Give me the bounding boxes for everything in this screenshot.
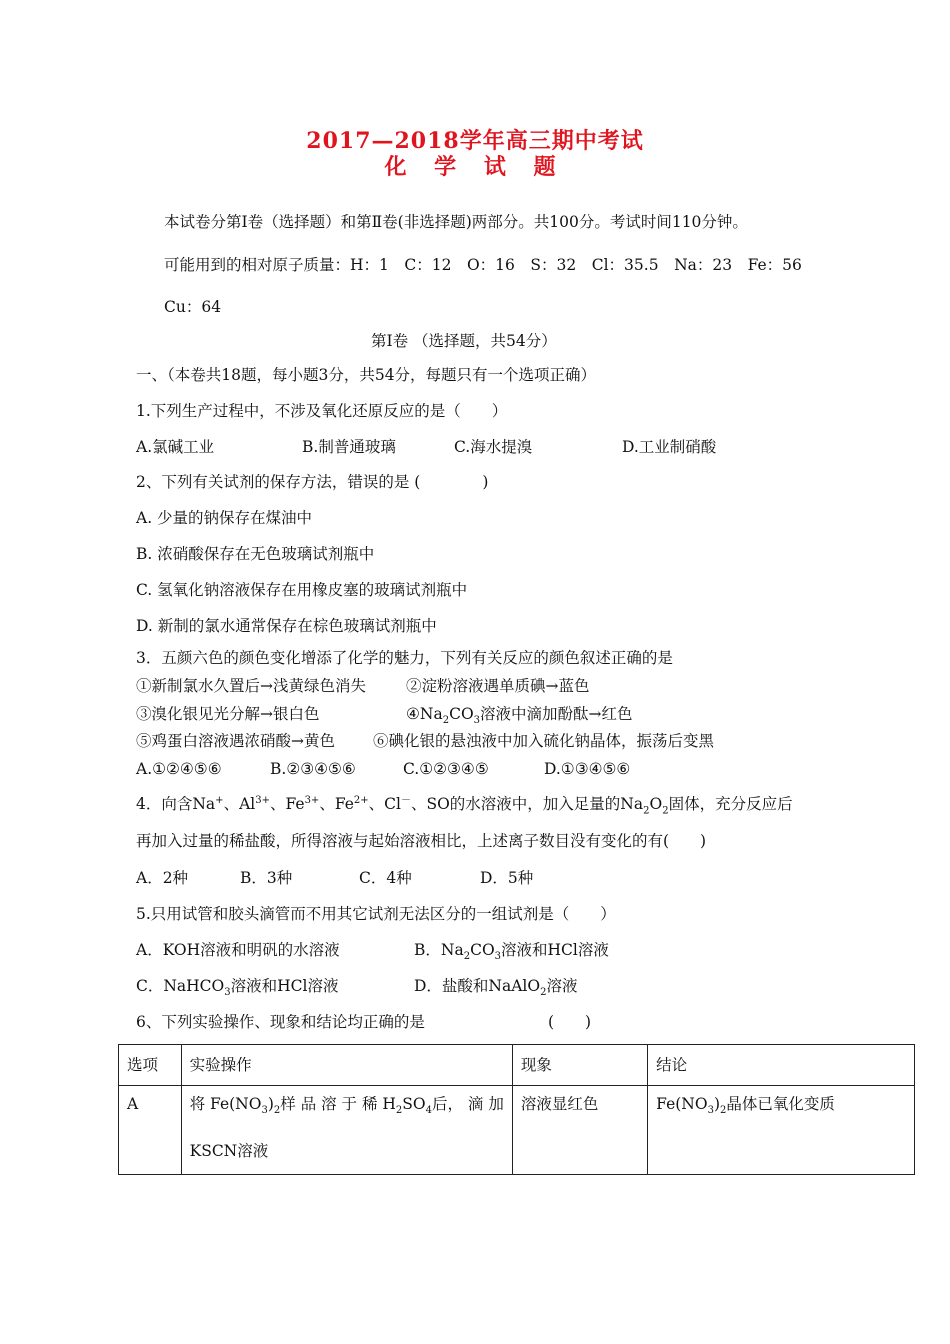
- table-row: [119, 1086, 915, 1175]
- q3-option-c: C.①②③④⑤: [403, 760, 489, 778]
- q3-item-1: ①新制氯水久置后→浅黄绿色消失: [136, 677, 366, 695]
- q4-stem-line-2: 再加入过量的稀盐酸，所得溶液与起始溶液相比，上述离子数目没有变化的有( ): [136, 832, 707, 850]
- header-option: 选项: [119, 1045, 182, 1086]
- part1-instruction: 一、（本卷共18题，每小题3分，共54分，每题只有一个选项正确）: [136, 366, 597, 384]
- q3-option-d: D.①③④⑤⑥: [544, 760, 631, 778]
- intro-line-2: 可能用到的相对原子质量：H：1 C：12 O：16 S：32 Cl：35.5 Na：23 Fe：56: [164, 256, 802, 274]
- row-a-phenomenon: 溶液显红色: [512, 1086, 647, 1175]
- q4-option-d: D．5种: [480, 869, 534, 887]
- q4-option-a: A．2种: [136, 869, 189, 887]
- intro-line-1: 本试卷分第Ⅰ卷（选择题）和第Ⅱ卷(非选择题)两部分。共100分。考试时间110分钟。: [164, 213, 748, 231]
- q3-item-6: ⑥碘化银的悬浊液中加入硫化钠晶体，振荡后变黑: [373, 732, 715, 750]
- q3-option-a: A.①②④⑤⑥: [136, 760, 222, 778]
- experiment-table: [118, 1044, 915, 1175]
- q3-item-4: $④Na_2CO_3$溶液中滴加酚酞→红色: [406, 705, 633, 727]
- q1-option-a: A.氯碱工业: [136, 438, 215, 456]
- q5-option-d: D．盐酸和NaAlO$_2$溶液: [414, 977, 578, 999]
- exam-subtitle: 化 学 试 题: [384, 154, 566, 180]
- q4-option-c: C．4种: [359, 869, 412, 887]
- part1-heading: 第Ⅰ卷 （选择题，共54分）: [371, 332, 557, 350]
- q3-option-b: B.②③④⑤⑥: [270, 760, 356, 778]
- q5-option-b: B．$Na_2CO_3$溶液和HCl溶液: [414, 941, 609, 963]
- q2-option-b: B. 浓硝酸保存在无色玻璃试剂瓶中: [136, 545, 375, 563]
- row-a-conclusion: $Fe(NO_3)_2$晶体已氧化变质: [648, 1086, 915, 1175]
- q1-option-b: B.制普通玻璃: [302, 438, 396, 456]
- q5-option-c: C．NaHCO$_3$溶液和HCl溶液: [136, 977, 339, 999]
- row-a-option: A: [119, 1086, 182, 1175]
- intro-line-3: Cu：64: [164, 298, 222, 316]
- header-conclusion: 结论: [648, 1045, 915, 1086]
- exam-title: 2017—2018学年高三期中考试: [306, 128, 644, 154]
- q2-stem: 2、下列有关试剂的保存方法，错误的是 ( ): [136, 473, 489, 491]
- q1-option-c: C.海水提溴: [454, 438, 533, 456]
- q1-option-d: D.工业制硝酸: [622, 438, 717, 456]
- q6-answer-paren: ( ): [548, 1013, 592, 1031]
- q6-stem: 6、下列实验操作、现象和结论均正确的是: [136, 1013, 425, 1031]
- table-header-row: [119, 1045, 915, 1086]
- q2-option-a: A. 少量的钠保存在煤油中: [136, 509, 313, 527]
- q4-option-b: B．3种: [240, 869, 293, 887]
- q3-item-2: ②淀粉溶液遇单质碘→蓝色: [406, 677, 590, 695]
- q3-stem: 3．五颜六色的颜色变化增添了化学的魅力，下列有关反应的颜色叙述正确的是: [136, 649, 673, 667]
- q3-item-3: ③溴化银见光分解→银白色: [136, 705, 320, 723]
- q4-stem-line-1: 4．向含Na+、$Al^{3+}$、$Fe^{3+}$、$Fe^{2+}$、Cl－、SO的水溶液中，加入足量的$Na_2O_2$固体，充分反应后: [136, 795, 793, 817]
- q2-option-d: D. 新制的氯水通常保存在棕色玻璃试剂瓶中: [136, 617, 437, 635]
- q5-stem: 5.只用试管和胶头滴管而不用其它试剂无法区分的一组试剂是（ ）: [136, 905, 616, 923]
- q3-item-5: ⑤鸡蛋白溶液遇浓硝酸→黄色: [136, 732, 335, 750]
- header-phenomenon: 现象: [512, 1045, 647, 1086]
- q2-option-c: C. 氢氧化钠溶液保存在用橡皮塞的玻璃试剂瓶中: [136, 581, 468, 599]
- q1-stem: 1.下列生产过程中，不涉及氧化还原反应的是（ ）: [136, 402, 508, 420]
- header-operation: 实验操作: [181, 1045, 512, 1086]
- row-a-operation: 将 $Fe(NO_3)_2$样 品 溶 于 稀 $H_2SO_4$后， 滴 加 KSCN溶液: [181, 1086, 512, 1175]
- q5-option-a: A．KOH溶液和明矾的水溶液: [136, 941, 340, 959]
